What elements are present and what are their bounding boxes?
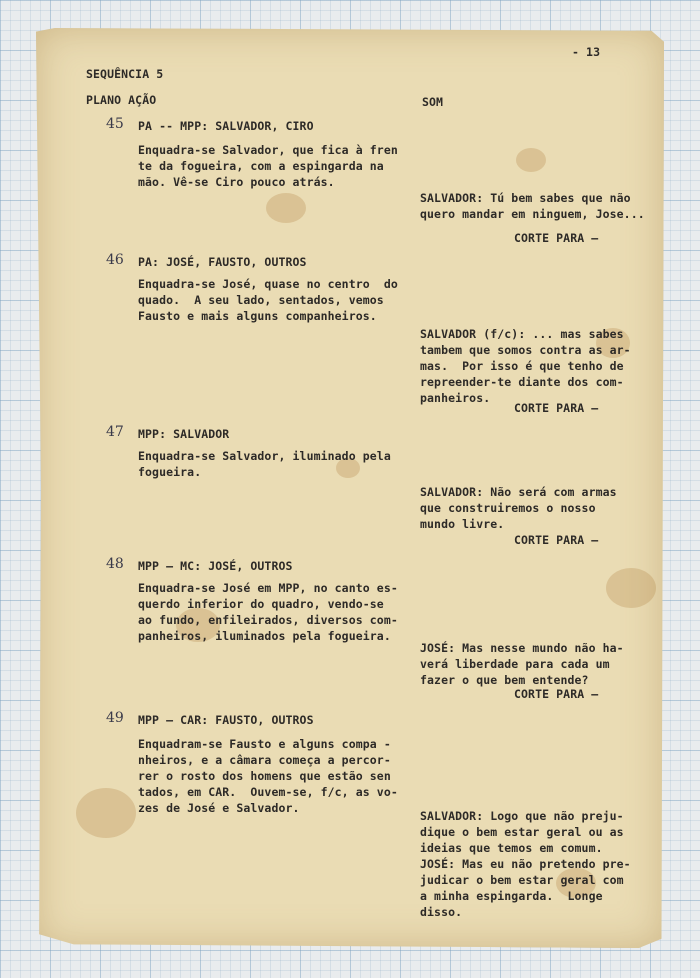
action-line: tados, em CAR. Ouvem-se, f/c, as vo- xyxy=(138,785,398,799)
sound-line: JOSÉ: Mas nesse mundo não ha- xyxy=(420,641,624,655)
action-line: rer o rosto dos homens que estão sen xyxy=(138,769,391,783)
action-line: ao fundo, enfileirados, diversos com- xyxy=(138,613,398,627)
stain xyxy=(266,193,306,223)
sound-line: repreender-te diante dos com- xyxy=(420,375,624,389)
action-line: Fausto e mais alguns companheiros. xyxy=(138,309,377,323)
shot-title: MPP: SALVADOR xyxy=(138,427,230,441)
action-line: zes de José e Salvador. xyxy=(138,801,300,815)
action-line: Enquadra-se Salvador, iluminado pela xyxy=(138,449,391,463)
sound-line: JOSÉ: Mas eu não pretendo pre- xyxy=(420,857,631,871)
sound-line: que construiremos o nosso xyxy=(420,501,596,515)
stain xyxy=(516,148,546,172)
action-line: nheiros, e a câmara começa a percor- xyxy=(138,753,391,767)
shot-title: PA -- MPP: SALVADOR, CIRO xyxy=(138,119,314,133)
sound-line: mas. Por isso é que tenho de xyxy=(420,359,624,373)
page-number: - 13 xyxy=(572,45,601,59)
cut-to: CORTE PARA — xyxy=(514,533,599,547)
sound-line: SALVADOR: Não será com armas xyxy=(420,485,617,499)
sound-line: judicar o bem estar geral com xyxy=(420,873,624,887)
sound-line: verá liberdade para cada um xyxy=(420,657,610,671)
action-line: Enquadra-se José, quase no centro do xyxy=(138,277,398,291)
sound-line: disso. xyxy=(420,905,463,919)
cut-to: CORTE PARA — xyxy=(514,231,599,245)
sound-line: panheiros. xyxy=(420,391,491,405)
header-som: SOM xyxy=(422,95,444,109)
shot-number: 47 xyxy=(106,424,124,440)
shot-number: 48 xyxy=(106,556,124,572)
shot-title: MPP — MC: JOSÉ, OUTROS xyxy=(138,559,293,573)
action-line: fogueira. xyxy=(138,465,202,479)
sound-line: ideias que temos em comum. xyxy=(420,841,603,855)
sound-line: a minha espingarda. Longe xyxy=(420,889,603,903)
stain xyxy=(606,568,656,608)
sound-line: tambem que somos contra as ar- xyxy=(420,343,631,357)
action-line: Enquadra-se José em MPP, no canto es- xyxy=(138,581,398,595)
action-line: querdo inferior do quadro, vendo-se xyxy=(138,597,384,611)
cut-to: CORTE PARA — xyxy=(514,687,599,701)
shot-number: 46 xyxy=(106,252,124,268)
sound-line: fazer o que bem entende? xyxy=(420,673,589,687)
sound-line: SALVADOR (f/c): ... mas sabes xyxy=(420,327,624,341)
shot-number: 45 xyxy=(106,116,124,132)
action-line: Enquadram-se Fausto e alguns compa - xyxy=(138,737,391,751)
action-line: Enquadra-se Salvador, que fica à fren xyxy=(138,143,398,157)
header-plano-acao: PLANO AÇÃO xyxy=(86,93,157,107)
action-line: te da fogueira, com a espingarda na xyxy=(138,159,384,173)
action-line: quado. A seu lado, sentados, vemos xyxy=(138,293,384,307)
stain xyxy=(76,788,136,838)
shot-title: PA: JOSÉ, FAUSTO, OUTROS xyxy=(138,255,307,269)
sound-line: SALVADOR: Tú bem sabes que não xyxy=(420,191,631,205)
action-line: panheiros, iluminados pela fogueira. xyxy=(138,629,391,643)
sound-line: SALVADOR: Logo que não preju- xyxy=(420,809,624,823)
cut-to: CORTE PARA — xyxy=(514,401,599,415)
shot-title: MPP — CAR: FAUSTO, OUTROS xyxy=(138,713,314,727)
sound-line: quero mandar em ninguem, Jose... xyxy=(420,207,645,221)
sound-line: mundo livre. xyxy=(420,517,505,531)
sequence-title: SEQUÊNCIA 5 xyxy=(86,67,164,81)
shot-number: 49 xyxy=(106,710,124,726)
action-line: mão. Vê-se Ciro pouco atrás. xyxy=(138,175,335,189)
sound-line: dique o bem estar geral ou as xyxy=(420,825,624,839)
